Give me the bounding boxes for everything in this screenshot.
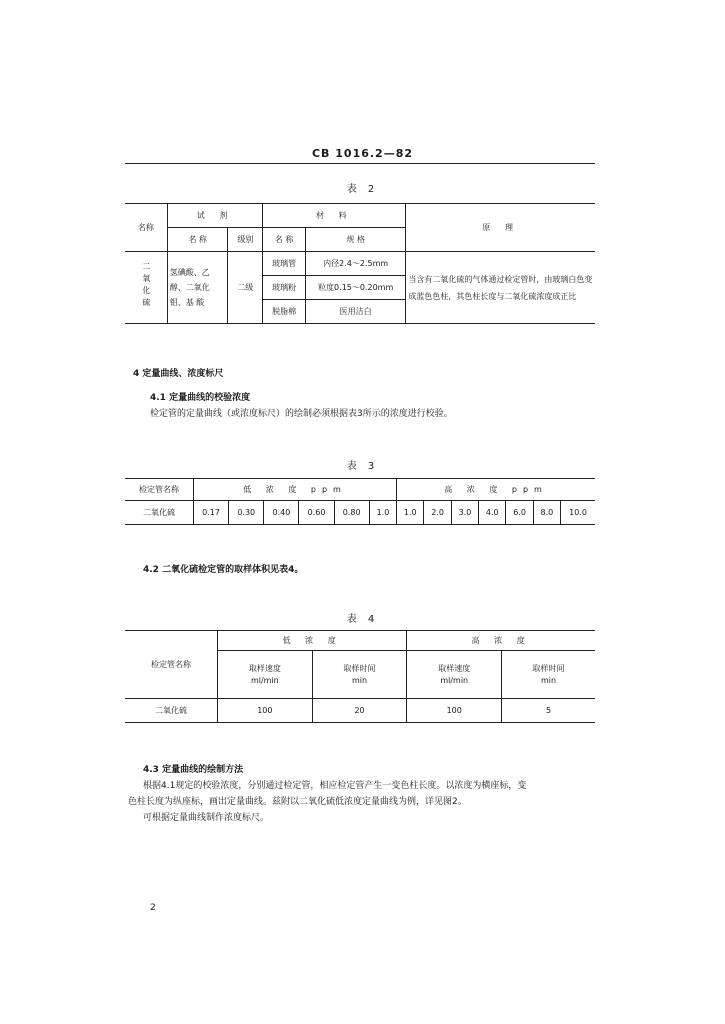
t4-h-time-low bbox=[312, 651, 407, 699]
t3-row-name: 二氧化硫 bbox=[125, 501, 194, 525]
t4-value: 100 bbox=[218, 699, 313, 723]
table4-caption: 表 4 bbox=[346, 614, 379, 625]
t4-h-rate-low-unit: ml/min bbox=[250, 675, 279, 685]
t4-value: 20 bbox=[312, 699, 407, 723]
t3-low-value: 0.30 bbox=[229, 501, 264, 525]
document-code: CB 1016.2—82 bbox=[311, 147, 414, 160]
t2-sub-grade: 级别 bbox=[228, 228, 263, 252]
t4-h-rate-low-label: 取样速度 bbox=[248, 663, 281, 673]
t3-high-value: 3.0 bbox=[451, 501, 478, 525]
t2-mat-name: 脱脂棉 bbox=[263, 300, 306, 324]
t2-mat-spec: 内径2.4～2.5mm bbox=[305, 252, 405, 276]
t4-h-rate-high bbox=[407, 651, 502, 699]
t3-low-value: 0.80 bbox=[334, 501, 369, 525]
t4-header-low: 低 浓 度 bbox=[218, 631, 407, 651]
t2-mat-spec: 粒度0.15～0.20mm bbox=[305, 276, 405, 300]
t4-h-rate-low bbox=[218, 651, 313, 699]
t4-value: 5 bbox=[502, 699, 595, 723]
t2-header-principle: 原 理 bbox=[406, 204, 595, 252]
table2 bbox=[125, 203, 595, 324]
t3-header-high: 高 浓 度 ppm bbox=[397, 479, 595, 501]
t4-row-name: 二氧化硫 bbox=[125, 699, 218, 723]
t2-sub-mat-name: 名 称 bbox=[263, 228, 306, 252]
t2-header-reagent: 试 剂 bbox=[167, 204, 262, 228]
table4 bbox=[125, 630, 595, 723]
table2-caption: 表 2 bbox=[346, 184, 379, 195]
section41-body: 检定管的定量曲线（或浓度标尺）的绘制必须根据表3所示的浓度进行校验。 bbox=[150, 409, 453, 419]
t4-h-time-low-unit: min bbox=[351, 675, 368, 685]
t4-header-tube: 检定管名称 bbox=[125, 631, 218, 699]
t4-h-rate-high-label: 取样速度 bbox=[438, 663, 471, 673]
t3-header-low: 低 浓 度 ppm bbox=[194, 479, 397, 501]
t3-high-value: 2.0 bbox=[424, 501, 451, 525]
section43-title: 4.3 定量曲线的绘制方法 bbox=[143, 765, 244, 775]
section43-body-line2: 色柱长度为纵座标，画出定量曲线。兹附以二氧化硫低浓度定量曲线为例，详见图2。 bbox=[128, 797, 467, 807]
page-number: 2 bbox=[150, 903, 156, 913]
t3-high-value: 8.0 bbox=[533, 501, 560, 525]
t2-mat-name: 玻璃管 bbox=[263, 252, 306, 276]
t3-low-value: 0.40 bbox=[264, 501, 299, 525]
header-rule bbox=[125, 163, 595, 164]
t2-header-name: 名称 bbox=[125, 204, 167, 252]
t4-h-time-high-unit: min bbox=[540, 675, 557, 685]
t2-header-material: 材 料 bbox=[263, 204, 406, 228]
t3-low-value: 0.60 bbox=[299, 501, 334, 525]
t4-header-high: 高 浓 度 bbox=[407, 631, 595, 651]
table3 bbox=[125, 478, 595, 525]
t3-header-tube: 检定管名称 bbox=[125, 479, 194, 501]
t3-high-value: 10.0 bbox=[561, 501, 595, 525]
section4-title: 4 定量曲线、浓度标尺 bbox=[133, 369, 224, 379]
t2-principle: 当含有二氧化硫的气体通过检定管时，由玻璃白色变成蓝色色柱，其色柱长度与二氧化硫浓度成正比 bbox=[406, 252, 595, 324]
t2-mat-name: 玻璃粉 bbox=[263, 276, 306, 300]
t3-high-value: 1.0 bbox=[397, 501, 424, 525]
t3-low-value: 0.17 bbox=[194, 501, 229, 525]
t3-low-value: 1.0 bbox=[369, 501, 396, 525]
t3-high-value: 4.0 bbox=[479, 501, 506, 525]
t4-h-time-high bbox=[502, 651, 595, 699]
section43-body-line1: 根据4.1规定的校验浓度，分别通过检定管，相应检定管产生一变色柱长度。以浓度为横座标，变 bbox=[143, 781, 527, 791]
t3-high-value: 6.0 bbox=[506, 501, 533, 525]
t2-sub-name: 名 称 bbox=[167, 228, 228, 252]
t2-grade: 二级 bbox=[228, 252, 263, 324]
section41-title: 4.1 定量曲线的校验浓度 bbox=[150, 393, 251, 403]
t4-value: 100 bbox=[407, 699, 502, 723]
t2-mat-spec: 医用洁白 bbox=[305, 300, 405, 324]
table3-caption: 表 3 bbox=[346, 461, 379, 472]
t2-reagents: 氢碘酸、乙 醇、二氧化钼、基 酸 bbox=[167, 252, 228, 324]
t2-sub-spec: 规 格 bbox=[305, 228, 405, 252]
section43-body-line3: 可根据定量曲线制作浓度标尺。 bbox=[143, 813, 270, 823]
t4-h-time-low-label: 取样时间 bbox=[343, 663, 376, 673]
t2-gas-name-text: 二氧化硫 bbox=[141, 261, 151, 310]
t4-h-time-high-label: 取样时间 bbox=[532, 663, 565, 673]
t4-h-rate-high-unit: ml/min bbox=[440, 675, 469, 685]
t2-gas-name bbox=[125, 252, 167, 324]
section42-text: 4.2 二氧化硫检定管的取样体积见表4。 bbox=[143, 565, 304, 575]
